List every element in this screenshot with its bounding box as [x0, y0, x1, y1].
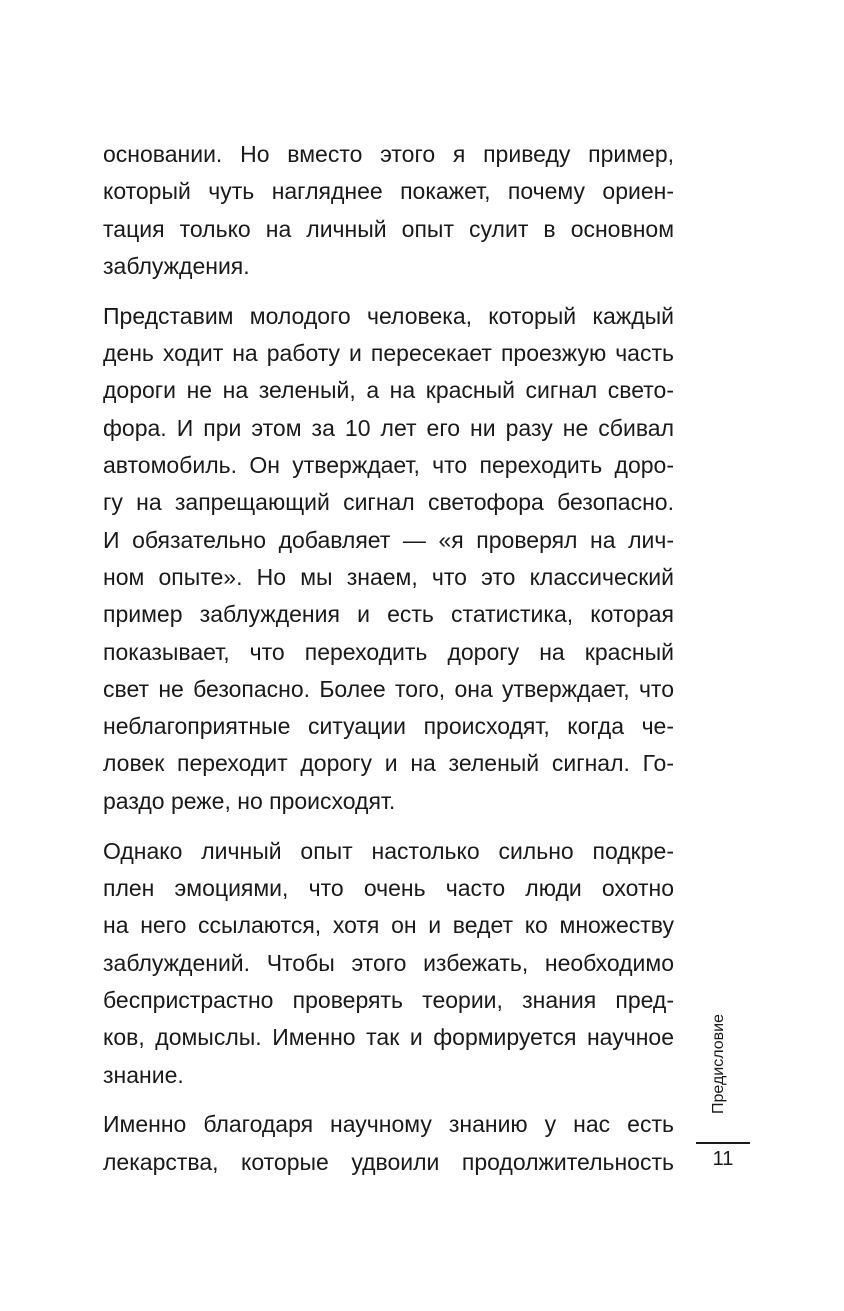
- text-line: заблуждения.: [103, 252, 250, 279]
- text-line: И обязательно добавляет — «я проверял на лич-: [103, 526, 674, 553]
- text-line: тация только на личный опыт сулит в основном: [103, 215, 674, 242]
- text-line: ков, домыслы. Именно так и формируется научное: [103, 1024, 674, 1051]
- section-title-text: Предисловие: [710, 1014, 727, 1114]
- running-section-title: [708, 1010, 730, 1118]
- text-line: дороги не на зеленый, а на красный сигнал свето-: [103, 377, 674, 404]
- body-text: [103, 136, 674, 1194]
- text-line: ном опыте». Но мы знаем, что это классический: [103, 563, 674, 590]
- text-line: гу на запрещающий сигнал светофора безопасно.: [103, 489, 674, 516]
- text-line: который чуть нагляднее покажет, почему ориен-: [103, 178, 674, 205]
- text-line: фора. И при этом за 10 лет его ни разу не сбивал: [103, 414, 674, 441]
- page-number-rule: [696, 1142, 750, 1144]
- text-line: Именно благодаря научному знанию у нас есть: [103, 1111, 674, 1138]
- text-line: плен эмоциями, что очень часто люди охотно: [103, 875, 674, 902]
- paragraph: [103, 136, 674, 285]
- text-line: раздо реже, но происходят.: [103, 787, 396, 814]
- text-line: беспристрастно проверять теории, знания пред-: [103, 986, 674, 1013]
- text-line: на него ссылаются, хотя он и ведет ко множеству: [103, 912, 674, 939]
- paragraph: [103, 833, 674, 1094]
- text-line: заблуждений. Чтобы этого избежать, необходимо: [103, 949, 674, 976]
- text-line: неблагоприятные ситуации происходят, когда че-: [103, 713, 674, 740]
- page-number: 11: [712, 1148, 734, 1170]
- paragraph: [103, 1106, 674, 1181]
- text-line: знание.: [103, 1061, 184, 1088]
- text-line: день ходит на работу и пересекает проезжую часть: [103, 340, 674, 367]
- text-line: свет не безопасно. Более того, она утверждает, что: [103, 675, 674, 702]
- text-line: пример заблуждения и есть статистика, которая: [103, 601, 674, 628]
- text-line: лекарства, которые удвоили продолжительность: [103, 1148, 674, 1175]
- text-line: Представим молодого человека, который каждый: [103, 302, 674, 329]
- paragraph: [103, 298, 674, 820]
- text-line: автомобиль. Он утверждает, что переходить доро-: [103, 452, 674, 479]
- text-line: основании. Но вместо этого я приведу пример,: [103, 141, 674, 167]
- text-line: ловек переходит дорогу и на зеленый сигнал. Го-: [103, 750, 674, 777]
- text-line: показывает, что переходить дорогу на красный: [103, 638, 674, 665]
- text-line: Однако личный опыт настолько сильно подкре-: [103, 837, 674, 864]
